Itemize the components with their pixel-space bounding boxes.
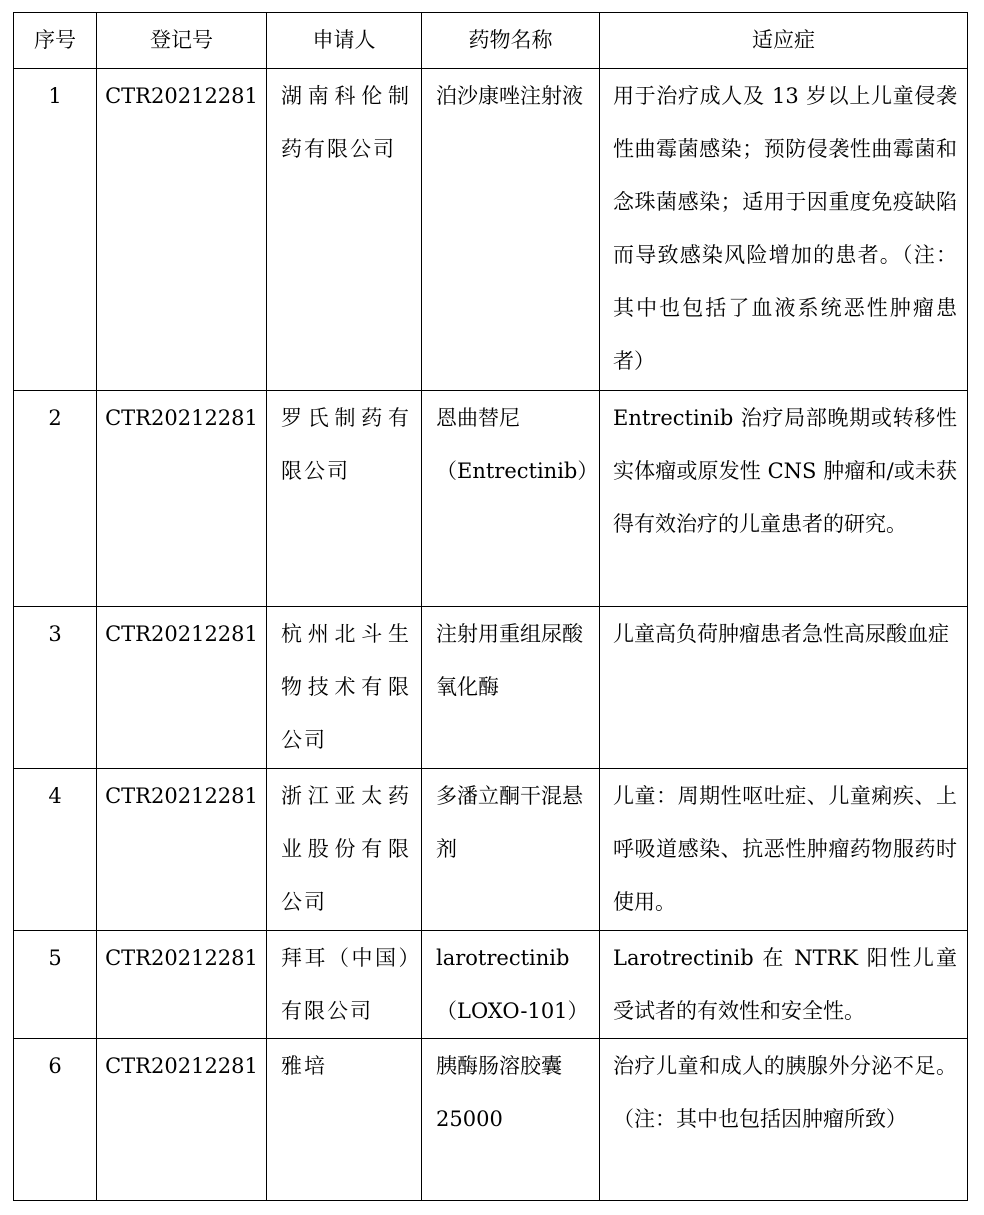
cell-applicant: 杭州北斗生物技术有限公司 <box>267 607 422 769</box>
cell-applicant: 雅培 <box>267 1039 422 1201</box>
table-row <box>14 1039 968 1201</box>
header-indication: 适应症 <box>600 13 968 69</box>
table-row <box>14 769 968 931</box>
header-drug-name: 药物名称 <box>422 13 600 69</box>
cell-reg-no: CTR20212281 <box>97 607 267 769</box>
cell-drug-name: 胰酶肠溶胶囊 25000 <box>422 1039 600 1201</box>
header-reg-no: 登记号 <box>97 13 267 69</box>
cell-seq: 2 <box>14 391 97 607</box>
table-row <box>14 607 968 769</box>
cell-seq: 4 <box>14 769 97 931</box>
cell-applicant: 罗氏制药有限公司 <box>267 391 422 607</box>
cell-reg-no: CTR20212281 <box>97 69 267 391</box>
cell-indication: 儿童：周期性呕吐症、儿童痢疾、上呼吸道感染、抗恶性肿瘤药物服药时使用。 <box>600 769 968 931</box>
cell-seq: 1 <box>14 69 97 391</box>
cell-drug-name: 恩曲替尼（Entrectinib） <box>422 391 600 607</box>
cell-indication: 治疗儿童和成人的胰腺外分泌不足。（注：其中也包括因肿瘤所致） <box>600 1039 968 1201</box>
cell-drug-name: 泊沙康唑注射液 <box>422 69 600 391</box>
cell-applicant: 拜耳（中国）有限公司 <box>267 931 422 1039</box>
cell-seq: 3 <box>14 607 97 769</box>
cell-applicant: 浙江亚太药业股份有限公司 <box>267 769 422 931</box>
header-applicant: 申请人 <box>267 13 422 69</box>
header-seq: 序号 <box>14 13 97 69</box>
cell-indication: 用于治疗成人及 13 岁以上儿童侵袭性曲霉菌感染；预防侵袭性曲霉菌和念珠菌感染；适用于因重度免疫缺陷而导致感染风险增加的患者。（注：其中也包括了血液系统恶性肿瘤患者） <box>600 69 968 391</box>
cell-applicant: 湖南科伦制药有限公司 <box>267 69 422 391</box>
cell-reg-no: CTR20212281 <box>97 391 267 607</box>
cell-reg-no: CTR20212281 <box>97 931 267 1039</box>
cell-reg-no: CTR20212281 <box>97 1039 267 1201</box>
table-row <box>14 391 968 607</box>
table-header-row <box>14 13 968 69</box>
cell-drug-name: 注射用重组尿酸氧化酶 <box>422 607 600 769</box>
cell-seq: 6 <box>14 1039 97 1201</box>
cell-reg-no: CTR20212281 <box>97 769 267 931</box>
cell-indication: Entrectinib 治疗局部晚期或转移性实体瘤或原发性 CNS 肿瘤和/或未获得有效治疗的儿童患者的研究。 <box>600 391 968 607</box>
registration-table <box>13 12 968 1201</box>
cell-seq: 5 <box>14 931 97 1039</box>
table-row <box>14 69 968 391</box>
table-row <box>14 931 968 1039</box>
cell-drug-name: larotrectinib（LOXO-101） <box>422 931 600 1039</box>
cell-indication: Larotrectinib 在 NTRK 阳性儿童受试者的有效性和安全性。 <box>600 931 968 1039</box>
cell-indication: 儿童高负荷肿瘤患者急性高尿酸血症 <box>600 607 968 769</box>
cell-drug-name: 多潘立酮干混悬剂 <box>422 769 600 931</box>
